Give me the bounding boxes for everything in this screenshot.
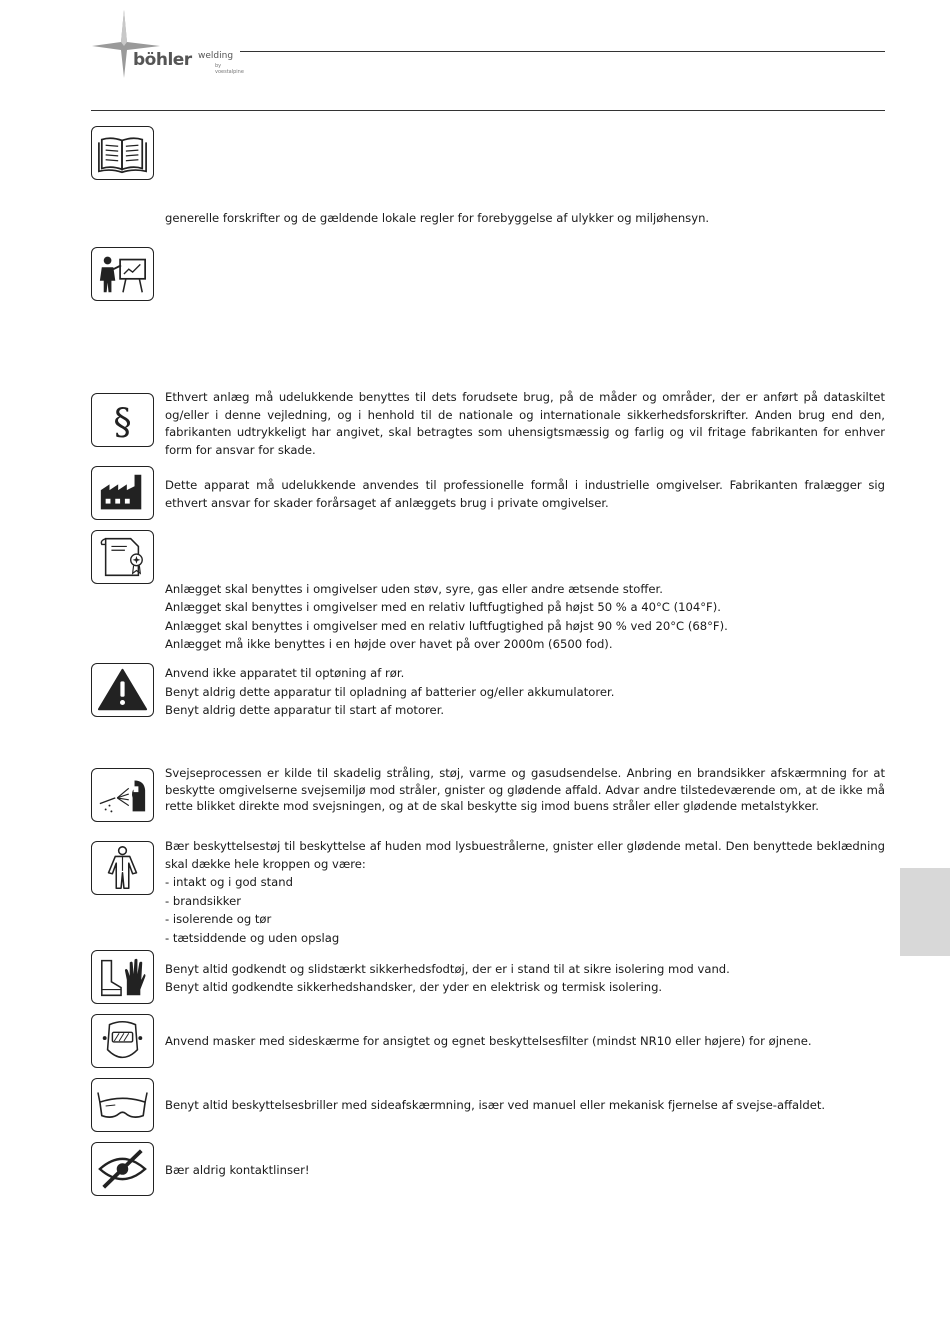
environment-line: Anlægget skal benyttes i omgivelser med en relativ luftfugtighed på højst 50 % a 40°C (104°F). [165,600,721,615]
manual-book-icon [91,126,154,180]
list-item: - tætsiddende og uden opslag [165,929,885,948]
welding-radiation-icon [91,768,154,822]
warning-line: Anvend ikke apparatet til optøning af rør. [165,666,405,680]
list-item: - brandsikker [165,892,885,911]
svg-text:§: § [113,400,132,444]
list-item: - isolerende og tør [165,910,885,929]
law-paragraph-icon [91,393,154,447]
brand-name: böhler [133,50,192,70]
welding-mask-icon [91,1014,154,1068]
professional-use-text: Dette apparat må udelukkende anvendes til professionelle formål i industrielle omgivelser. Fabrikanten fralægger sig ethvert ansvar for skader forårsaget af anlæggets brug i private omgivelser. [165,478,885,510]
section-rule [91,110,885,111]
certificate-document-icon [91,530,154,584]
environment-line: Anlægget skal benyttes i omgivelser med en relativ luftfugtighed på højst 90 % ved 20°C (68°F). [165,618,728,633]
boots-gloves-icon [91,950,154,1004]
mask-text: Anvend masker med sideskærme for ansigtet og egnet beskyttelsesfilter (mindst NR10 eller højere) for øjnene. [165,1034,812,1048]
no-contact-lenses-icon [91,1142,154,1196]
clothing-requirements-list [165,873,885,947]
brand-suffix: welding [198,51,234,61]
environment-line: Anlægget skal benyttes i omgivelser uden støv, syre, gas eller andre ætsende stoffer. [165,582,663,596]
list-item: - intakt og i god stand [165,873,885,892]
welding-radiation-text: Svejseprocessen er kilde til skadelig stråling, støj, varme og gasudsendelse. Anbring en brandsikker afskærmning for at beskytte omgivelserne svejsemiljø mod stråler, gnister og glødende affald. Advar andre tilstedeværende om, at de ikke må rette blikket direkte mod svejsningen, og at de skal beskytte sig imod buens stråler eller glødende metalstykker. [165,766,885,814]
goggles-text: Benyt altid beskyttelsesbriller med sideafskærmning, især ved manuel eller mekanisk fjernelse af svejse-affaldet. [165,1098,826,1112]
protective-clothing [165,838,885,947]
warning-line: Benyt aldrig dette apparatur til start af motorer. [165,703,445,717]
bohler-logo [90,8,250,78]
gloves-line: Benyt altid godkendte sikkerhedshandsker, der yder en elektrisk og termisk isolering. [165,980,663,994]
clothing-intro: Bær beskyttelsestøj til beskyttelse af huden mod lysbuestrålerne, gnister eller glødende metal. Den benyttede beklædning skal dække hele kroppen og være: [165,839,885,871]
intended-use-text: Ethvert anlæg må udelukkende benyttes til dets forudsete brug, på de måder og områder, der er anført på dataskiltet og/eller i denne vejledning, og i henhold til de nationale og internationale sikkerhedsforskrifter. Anden brug end den, fabrikanten udtrykkeligt har angivet, skal betragtes som uhensigtsmæssig og farlig og vil fritage fabrikanten for enhver form for ansvar for skade. [165,390,885,457]
safety-goggles-icon [91,1078,154,1132]
brand-sub: by voestalpine [215,63,244,75]
general-rules-text: generelle forskrifter og de gældende lokale regler for forebyggelse af ulykker og miljøhensyn. [165,211,710,225]
warning-triangle-icon [91,663,154,717]
footwear-line: Benyt altid godkendt og slidstærkt sikkerhedsfodtøj, der er i stand til at sikre isolering mod vand. [165,962,730,976]
header-rule [240,51,885,52]
factory-icon [91,466,154,520]
footwear-gloves-text [165,960,885,996]
environment-conditions [165,580,885,653]
warnings-list [165,664,885,720]
protective-suit-icon [91,841,154,895]
contact-lenses-text: Bær aldrig kontaktlinser! [165,1163,310,1177]
warning-line: Benyt aldrig dette apparatur til opladning af batterier og/eller akkumulatorer. [165,684,615,699]
training-presenter-icon [91,247,154,301]
language-side-tab [900,868,950,956]
environment-line: Anlægget må ikke benyttes i en højde over havet på over 2000m (6500 fod). [165,636,613,651]
